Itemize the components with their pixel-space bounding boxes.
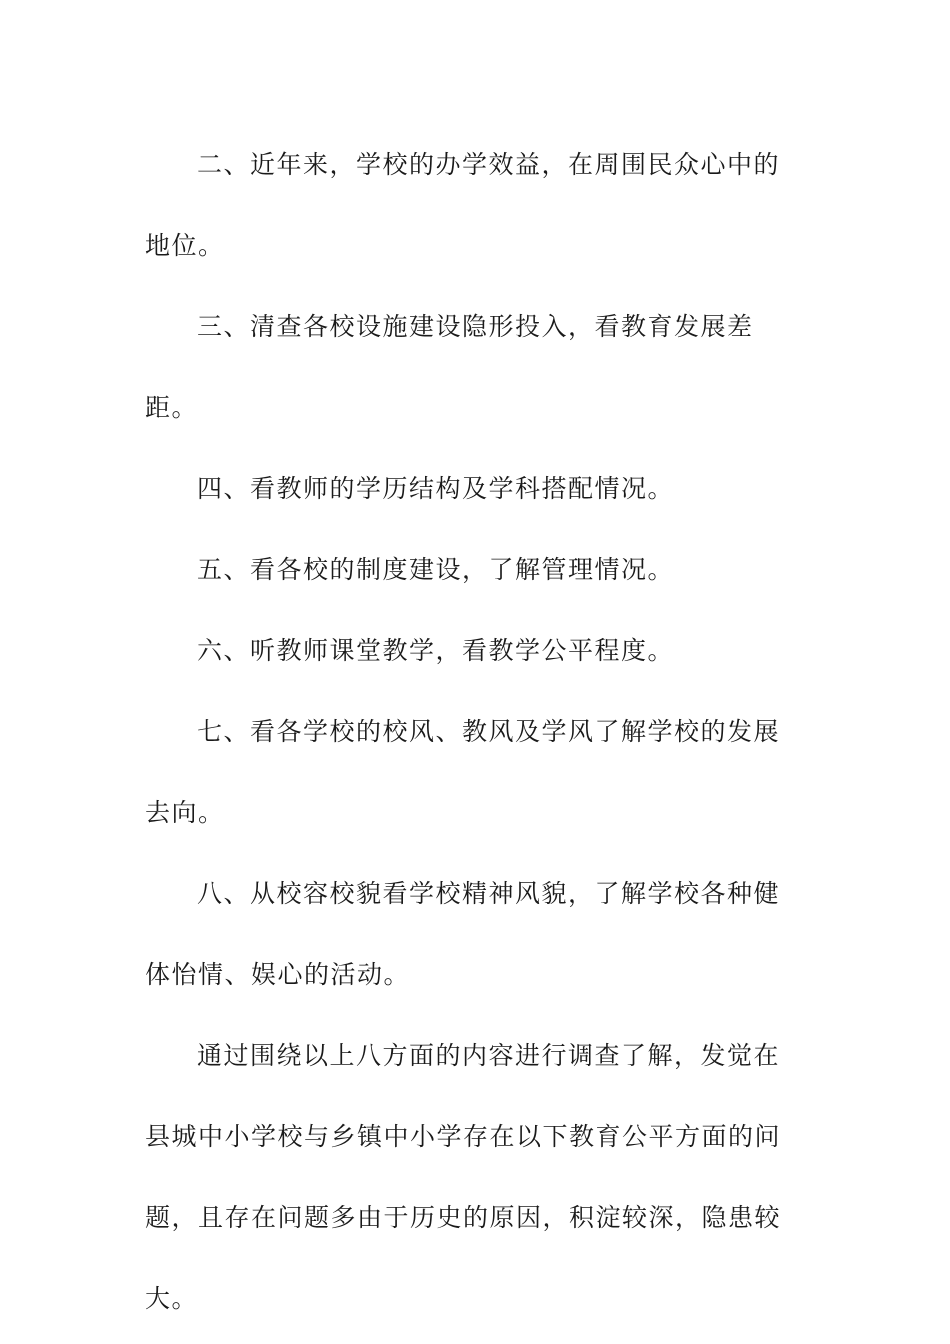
paragraph-4: 四、看教师的学历结构及学科搭配情况。: [197, 474, 675, 503]
paragraph-8: 八、从校容校貌看学校精神风貌，了解学校各种健体怡情、娱心的活动。: [145, 879, 781, 989]
paragraph-5: 五、看各校的制度建设，了解管理情况。: [197, 555, 675, 584]
paragraph-2: 二、近年来，学校的办学效益，在周围民众心中的地位。: [145, 150, 781, 260]
paragraph-summary: 通过围绕以上八方面的内容进行调查了解，发觉在县城中小学校与乡镇中小学存在以下教育公平方面的问题，且存在问题多由于历史的原因，积淀较深，隐患较大。: [145, 1041, 782, 1313]
paragraph-6: 六、听教师课堂教学，看教学公平程度。: [197, 636, 675, 665]
paragraph-7: 七、看各学校的校风、教风及学风了解学校的发展去向。: [145, 717, 781, 827]
document-body: [145, 124, 785, 1339]
paragraph-3: 三、清查各校设施建设隐形投入，看教育发展差距。: [145, 312, 754, 422]
